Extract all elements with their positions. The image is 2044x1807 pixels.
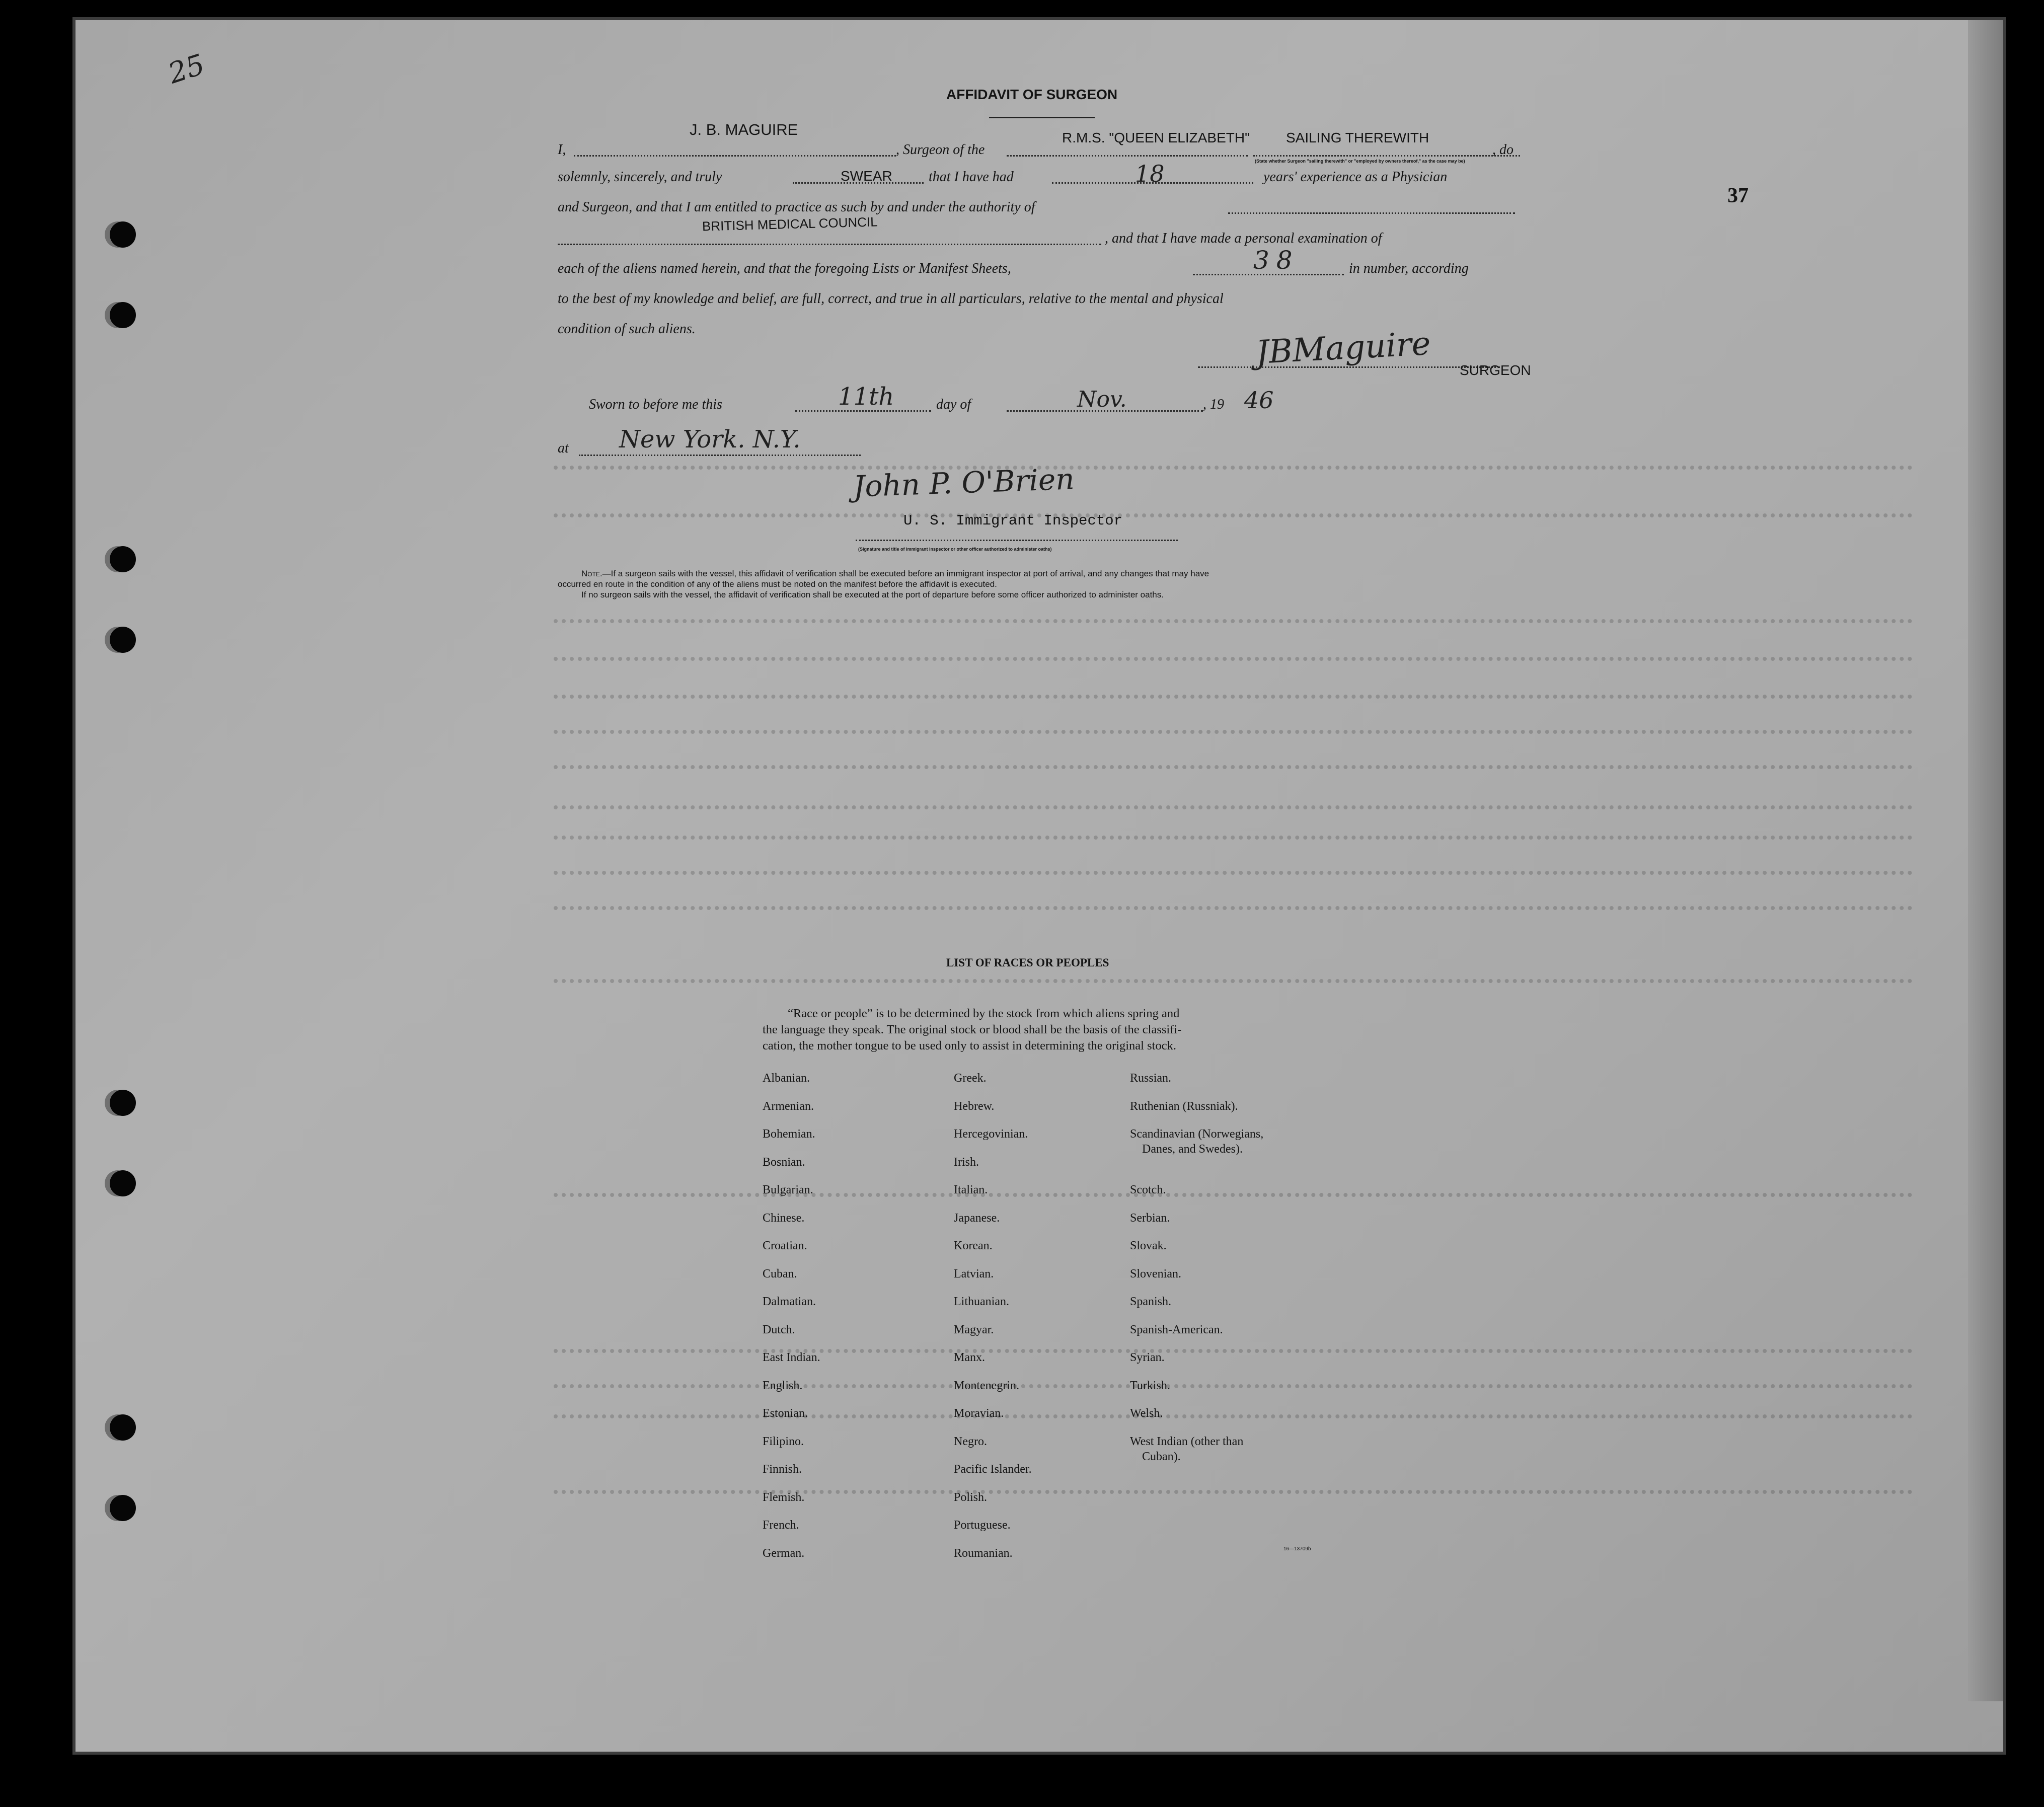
race-item: Latvian. xyxy=(954,1267,994,1281)
race-item: Manx. xyxy=(954,1351,985,1364)
race-item: Spanish-American. xyxy=(1130,1323,1223,1336)
race-item: Pacific Islander. xyxy=(954,1463,1032,1476)
note-line2: occurred en route in the condition of any of the aliens must be noted on the manifest before the affidavit is executed. xyxy=(558,579,997,589)
line2-start: solemnly, sincerely, and truly xyxy=(558,169,722,185)
word-i: I, xyxy=(558,142,566,158)
race-item: Albanian. xyxy=(763,1072,810,1085)
race-item: East Indian. xyxy=(763,1351,820,1364)
punch-hole xyxy=(110,221,136,248)
status-note: (State whether Surgeon "sailing therewith" or "employed by owners thereof," as the case may be) xyxy=(1255,159,1465,164)
note-lead: Note. xyxy=(581,569,602,578)
race-item: Italian. xyxy=(954,1183,988,1196)
year-suffix-field: 46 xyxy=(1244,387,1274,414)
punch-hole xyxy=(110,627,136,653)
race-item: Bosnian. xyxy=(763,1155,805,1169)
race-item: Roumanian. xyxy=(954,1546,1013,1560)
race-item: Bulgarian. xyxy=(763,1183,813,1196)
surgeon-title: SURGEON xyxy=(1460,362,1531,378)
sailing-status-field: SAILING THEREWITH xyxy=(1286,130,1429,145)
race-item: Russian. xyxy=(1130,1072,1172,1085)
sheet-count-field: 38 xyxy=(1253,246,1300,275)
race-item: Welsh. xyxy=(1130,1407,1163,1420)
race-item: Bohemian. xyxy=(763,1127,815,1141)
race-item: Irish. xyxy=(954,1155,979,1169)
race-item: Finnish. xyxy=(763,1463,802,1476)
corner-mark: 25 xyxy=(164,48,209,91)
race-item: Lithuanian. xyxy=(954,1295,1009,1308)
line2-end: years' experience as a Physician xyxy=(1263,169,1448,185)
race-item: Armenian. xyxy=(763,1099,814,1113)
race-item: Dalmatian. xyxy=(763,1295,816,1308)
punch-hole xyxy=(110,302,136,328)
oath-field: SWEAR xyxy=(841,168,892,184)
race-item: Scandinavian (Norwegians, Danes, and Swedes). xyxy=(1130,1127,1264,1156)
race-item: Portuguese. xyxy=(954,1519,1011,1532)
race-item: Syrian. xyxy=(1130,1351,1165,1364)
surgeon-signature: JBMaguire xyxy=(1255,325,1432,372)
line5-start: each of the aliens named herein, and that the foregoing Lists or Manifest Sheets, xyxy=(558,261,1011,276)
race-item: Chinese. xyxy=(763,1211,805,1225)
punch-hole xyxy=(110,1090,136,1116)
ship-name-field: R.M.S. "QUEEN ELIZABETH" xyxy=(1062,130,1250,145)
surgeon-name-line xyxy=(574,155,896,157)
form-number: 16—13709b xyxy=(1283,1546,1311,1552)
place-line xyxy=(579,455,861,456)
races-intro-line2: the language they speak. The original stock or blood shall be the basis of the classifi- xyxy=(763,1023,1182,1036)
race-item: Greek. xyxy=(954,1072,987,1085)
races-column-3 xyxy=(1130,1065,1263,1464)
race-item: Japanese. xyxy=(954,1211,1000,1225)
races-intro-line3: cation, the mother tongue to be used only to assist in determining the original stock. xyxy=(763,1039,1176,1052)
signature-line xyxy=(1198,366,1500,368)
line5-end: in number, according xyxy=(1349,261,1469,276)
race-item: Scotch. xyxy=(1130,1183,1166,1196)
inspector-caption: (Signature and title of immigrant inspector or other officer authorized to administer oaths) xyxy=(858,547,1052,552)
race-item: German. xyxy=(763,1546,805,1560)
races-intro-line1: “Race or people” is to be determined by the stock from which aliens spring and xyxy=(788,1007,1180,1020)
race-item: Moravian. xyxy=(954,1407,1004,1420)
race-item: Dutch. xyxy=(763,1323,795,1336)
race-item: Spanish. xyxy=(1130,1295,1172,1308)
note-text-1: —If a surgeon sails with the vessel, this affidavit of verification shall be executed before an immigrant inspector at port of arrival, and any changes that may have xyxy=(602,569,1209,578)
races-title: LIST OF RACES OR PEOPLES xyxy=(946,956,1109,969)
races-column-1 xyxy=(763,1065,820,1567)
punch-hole xyxy=(110,1495,136,1521)
day-of-label: day of xyxy=(936,397,971,412)
line4: , and that I have made a personal examination of xyxy=(1105,231,1382,246)
word-do: , do xyxy=(1492,142,1513,158)
page-number: 37 xyxy=(1727,184,1749,207)
inspector-signature: John P. O'Brien xyxy=(852,462,1075,504)
race-item: Serbian. xyxy=(1130,1211,1170,1225)
surgeon-name-field: J. B. MAGUIRE xyxy=(690,121,798,138)
race-item: Cuban. xyxy=(763,1267,797,1281)
line7: condition of such aliens. xyxy=(558,321,696,337)
title-rule xyxy=(989,117,1095,118)
race-item: Polish. xyxy=(954,1490,988,1504)
race-item: Negro. xyxy=(954,1435,987,1448)
authority-field: BRITISH MEDICAL COUNCIL xyxy=(702,214,878,234)
race-item: Hebrew. xyxy=(954,1099,995,1113)
authority-line-2 xyxy=(558,244,1101,245)
note-line3: If no surgeon sails with the vessel, the affidavit of verification shall be executed at the port of departure before some officer authorized to administer oaths. xyxy=(581,590,1164,599)
race-item: Turkish. xyxy=(1130,1379,1170,1392)
race-item: Estonian. xyxy=(763,1407,808,1420)
race-item: English. xyxy=(763,1379,803,1392)
place-field: New York. N.Y. xyxy=(619,425,801,454)
race-item: Flemish. xyxy=(763,1490,805,1504)
race-item: Hercegovinian. xyxy=(954,1127,1028,1141)
line2-mid: that I have had xyxy=(929,169,1014,185)
inspector-line xyxy=(856,540,1178,541)
punch-hole xyxy=(110,1170,136,1196)
sworn-day-field: 11th xyxy=(838,383,894,411)
inspector-title: U. S. Immigrant Inspector xyxy=(903,512,1123,529)
race-item: Croatian. xyxy=(763,1239,807,1252)
punch-hole xyxy=(110,546,136,572)
races-column-2 xyxy=(954,1065,1032,1567)
race-item: Slovak. xyxy=(1130,1239,1167,1252)
affidavit-title: AFFIDAVIT OF SURGEON xyxy=(946,87,1118,102)
punch-hole xyxy=(110,1414,136,1441)
race-item: Magyar. xyxy=(954,1323,994,1336)
status-line xyxy=(1253,155,1520,157)
sworn-prefix: Sworn to before me this xyxy=(589,397,722,412)
note-line1 xyxy=(581,569,1209,579)
years-field: 18 xyxy=(1135,160,1165,187)
race-item: Montenegrin. xyxy=(954,1379,1019,1392)
race-item: Slovenian. xyxy=(1130,1267,1181,1281)
sworn-month-field: Nov. xyxy=(1077,387,1127,412)
line3: and Surgeon, and that I am entitled to practice as such by and under the authority of xyxy=(558,199,1035,215)
at-label: at xyxy=(558,440,569,456)
year-prefix: , 19 xyxy=(1203,397,1224,412)
race-item: Ruthenian (Russniak). xyxy=(1130,1099,1238,1113)
ship-line xyxy=(1007,155,1248,157)
race-item: Filipino. xyxy=(763,1435,804,1448)
race-item: Korean. xyxy=(954,1239,993,1252)
authority-line-1 xyxy=(1228,212,1515,214)
line6: to the best of my knowledge and belief, are full, correct, and true in all particulars, relative to the mental and physical xyxy=(558,291,1224,307)
race-item: West Indian (other than Cuban). xyxy=(1130,1435,1244,1463)
race-item: French. xyxy=(763,1519,799,1532)
surgeon-of-the-label: , Surgeon of the xyxy=(896,142,985,158)
